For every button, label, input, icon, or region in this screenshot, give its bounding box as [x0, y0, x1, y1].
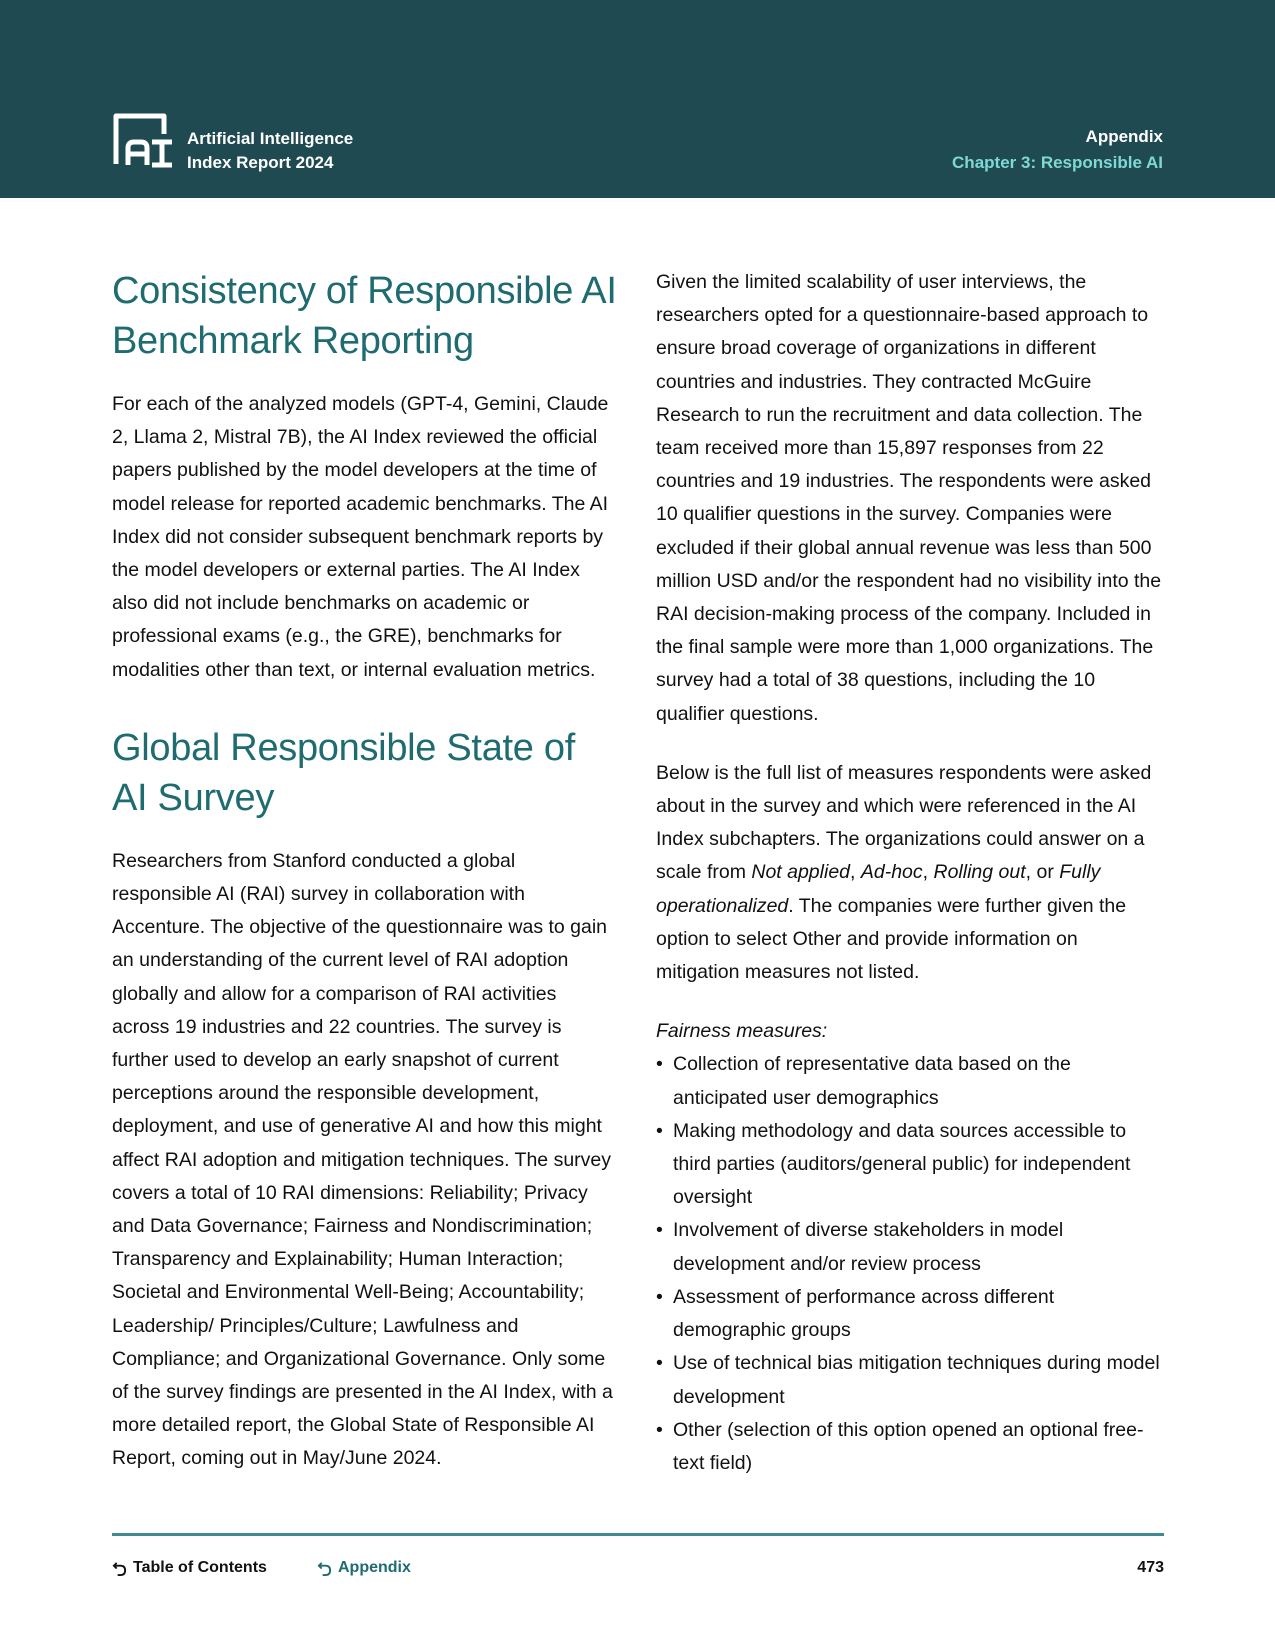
list-item [656, 1414, 1166, 1480]
bullet-icon: • [656, 1119, 663, 1142]
list-item-text: Making methodology and data sources accessible to third parties (auditors/general public) for independent oversight [673, 1119, 1131, 1209]
page-header [0, 0, 1275, 198]
scale-rolling-out: Rolling out [933, 861, 1026, 884]
fairness-measures-title: Fairness measures: [656, 1020, 828, 1043]
table-of-contents-link[interactable] [112, 1559, 267, 1577]
right-column [656, 266, 1166, 1480]
chapter-info [952, 124, 1163, 176]
list-item-text: Collection of representative data based on the anticipated user demographics [673, 1053, 1071, 1109]
text-run: Below is the full list of measures respondents were asked about in the survey and which were referenced in the AI Index subchapters. The organizations could answer on a scale from [656, 761, 1152, 884]
brand-line-1: Artificial Intelligence [187, 129, 354, 148]
bullet-icon: • [656, 1352, 663, 1375]
paragraph-rai-survey: Researchers from Stanford conducted a global responsible AI (RAI) survey in collaboration with Accenture. The objective of the questionnaire was to gain an understanding of the current level of RAI adoption globally and allow for a comparison of RAI activities across 19 industries and 22 countries. The survey is further used to develop an early snapshot of current perceptions around the responsible development, deployment, and use of generative AI and how this might affect RAI adoption and mitigation techniques. The survey covers a total of 10 RAI dimensions: Reliability; Privacy and Data Governance; Fairness and Nondiscrimination; Transparency and Explainability; Human Interaction; Societal and Environmental Well-Being; Accountability; Leadership/ Principles/Culture; Lawfulness and Compliance; and Organizational Governance. Only some of the survey findings are presented in the AI Index, with a more detailed report, the Global State of Responsible AI Report, coming out in May/June 2024. [112, 849, 613, 1470]
appendix-label: Appendix [338, 1559, 411, 1576]
return-arrow-icon [112, 1561, 127, 1576]
text-run: , [922, 861, 934, 884]
scale-not-applied: Not applied [751, 861, 851, 884]
list-item [656, 1048, 1166, 1114]
paragraph-benchmark-reporting: For each of the analyzed models (GPT-4, Gemini, Claude 2, Llama 2, Mistral 7B), the AI Index reviewed the official papers published by the model developers at the time of model release for reported academic benchmarks. The AI Index did not consider subsequent benchmark reports by the model developers or external parties. The AI Index also did not include benchmarks on academic or professional exams (e.g., the GRE), benchmarks for modalities other than text, or internal evaluation metrics. [112, 393, 609, 681]
list-item [656, 1347, 1166, 1413]
left-column [112, 266, 617, 1476]
fairness-measures-list [656, 1048, 1166, 1480]
footer-divider [112, 1533, 1164, 1536]
list-item [656, 1281, 1166, 1347]
list-item-text: Involvement of diverse stakeholders in model development and/or review process [673, 1219, 1064, 1275]
scale-ad-hoc: Ad-hoc [860, 861, 923, 884]
report-brand [187, 127, 353, 175]
paragraph-methodology: Given the limited scalability of user interviews, the researchers opted for a questionnaire-based approach to ensure broad coverage of organizations in different countries and industries. They contracted McGuire Research to run the recruitment and data collection. The team received more than 15,897 responses from 22 countries and 19 industries. The respondents were asked 10 qualifier questions in the survey. Companies were excluded if their global annual revenue was less than 500 million USD and/or the respondent had no visibility into the RAI decision-making process of the company. Included in the final sample were more than 1,000 organizations. The survey had a total of 38 questions, including the 10 qualifier questions. [656, 271, 1162, 725]
bullet-icon: • [656, 1219, 663, 1242]
ai-index-logo-icon [112, 112, 174, 168]
return-arrow-icon [317, 1561, 332, 1576]
list-item-text: Assessment of performance across different demographic groups [673, 1285, 1055, 1342]
appendix-link[interactable] [317, 1559, 411, 1577]
heading-benchmark-reporting: Consistency of Responsible AI Benchmark Reporting [112, 270, 617, 362]
paragraph-measures-intro [656, 757, 1166, 989]
bullet-icon: • [656, 1053, 663, 1076]
list-item-text: Use of technical bias mitigation techniques during model development [673, 1352, 1160, 1408]
heading-rai-survey: Global Responsible State of AI Survey [112, 726, 575, 819]
text-run: . The companies were further given the option to select Other and provide information on mitigation measures not listed. [656, 894, 1127, 984]
list-item [656, 1214, 1166, 1280]
list-item-text: Other (selection of this option opened an optional free-text field) [673, 1418, 1144, 1474]
bullet-icon: • [656, 1418, 663, 1441]
toc-label: Table of Contents [133, 1559, 267, 1576]
text-run: , or [1025, 861, 1060, 884]
scale-fully-operationalized: Fully operationalized [656, 861, 1101, 917]
page-footer [112, 1559, 1164, 1585]
section-label: Appendix [1085, 127, 1163, 146]
page-number: 473 [1137, 1559, 1164, 1576]
bullet-icon: • [656, 1285, 663, 1308]
text-run: , [850, 861, 861, 884]
brand-line-2: Index Report 2024 [187, 153, 334, 172]
list-item [656, 1115, 1166, 1215]
chapter-label: Chapter 3: Responsible AI [952, 153, 1163, 172]
